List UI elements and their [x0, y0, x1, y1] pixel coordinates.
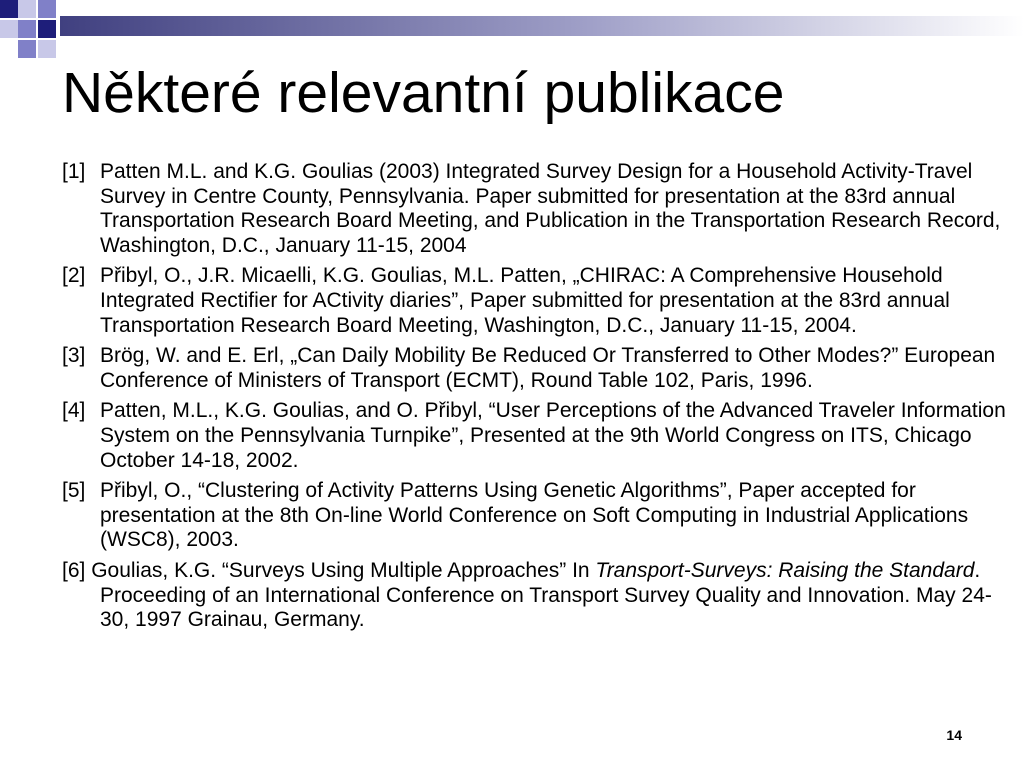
reference-number: [6] — [62, 558, 86, 582]
top-gradient-bar-fill — [60, 16, 1024, 36]
reference-number: [5] — [62, 479, 86, 503]
deco-square-mid-3 — [18, 40, 36, 58]
deco-square-dark-2 — [38, 20, 56, 38]
reference-item — [62, 479, 1007, 553]
reference-number: [4] — [62, 399, 86, 423]
reference-item — [62, 344, 1007, 393]
slide-title: Některé relevantní publikace — [62, 61, 785, 125]
reference-text: Přibyl, O., J.R. Micaelli, K.G. Goulias, M.L. Patten, „CHIRAC: A Comprehensive Household Integrated Rectifier for ACtivity diaries”, Paper submitted for presentation at the 83rd annual Transportation Research Board Meeting, Washington, D.C., January 11-15, 2004. — [100, 264, 950, 337]
reference-item — [62, 160, 1007, 258]
deco-square-mid-1 — [38, 0, 56, 18]
reference-item — [62, 399, 1007, 473]
reference-text: Patten, M.L., K.G. Goulias, and O. Přibyl, “User Perceptions of the Advanced Traveler Information System on the Pennsylvania Turnpike”, Presented at the 9th World Congress on ITS, Chicago October 14-18, 2002. — [100, 399, 1006, 472]
deco-square-light-1 — [18, 0, 36, 18]
page-number: 14 — [946, 727, 962, 743]
reference-number: [2] — [62, 264, 86, 288]
reference-text: Brög, W. and E. Erl, „Can Daily Mobility Be Reduced Or Transferred to Other Modes?” European Conference of Ministers of Transport (ECMT), Round Table 102, Paris, 1996. — [100, 344, 996, 392]
deco-square-dark-1 — [0, 0, 18, 18]
deco-square-light-3 — [38, 40, 56, 58]
reference-number: [1] — [62, 160, 86, 183]
reference-number: [3] — [62, 344, 86, 368]
reference-list — [62, 160, 1007, 639]
top-gradient-bar — [60, 16, 1024, 36]
reference-item — [62, 264, 1007, 338]
deco-square-light-2 — [0, 20, 18, 38]
reference-text: Goulias, K.G. “Surveys Using Multiple Approaches” In — [91, 558, 596, 582]
deco-square-mid-2 — [18, 20, 36, 38]
reference-italic-title: Transport-Surveys: Raising the Standard — [595, 558, 975, 582]
reference-text: Přibyl, O., “Clustering of Activity Patterns Using Genetic Algorithms”, Paper accepted for presentation at the 8th On-line World Conference on Soft Computing in Industrial Applications (WSC8), 2003. — [100, 479, 969, 552]
reference-text-continued: . Proceeding of an International Conference on Transport Survey Quality and Innovation. May 24-30, 1997 Grainau, Germany. — [100, 558, 992, 632]
reference-item — [62, 559, 1007, 633]
reference-text: Patten M.L. and K.G. Goulias (2003) Integrated Survey Design for a Household Activity-Travel Survey in Centre County, Pennsylvania. Paper submitted for presentation at the 83rd annual Transportation Research Board Meeting, and Publication in the Transportation Research Record, Washington, D.C., January 11-15, 2004 — [100, 160, 1001, 257]
